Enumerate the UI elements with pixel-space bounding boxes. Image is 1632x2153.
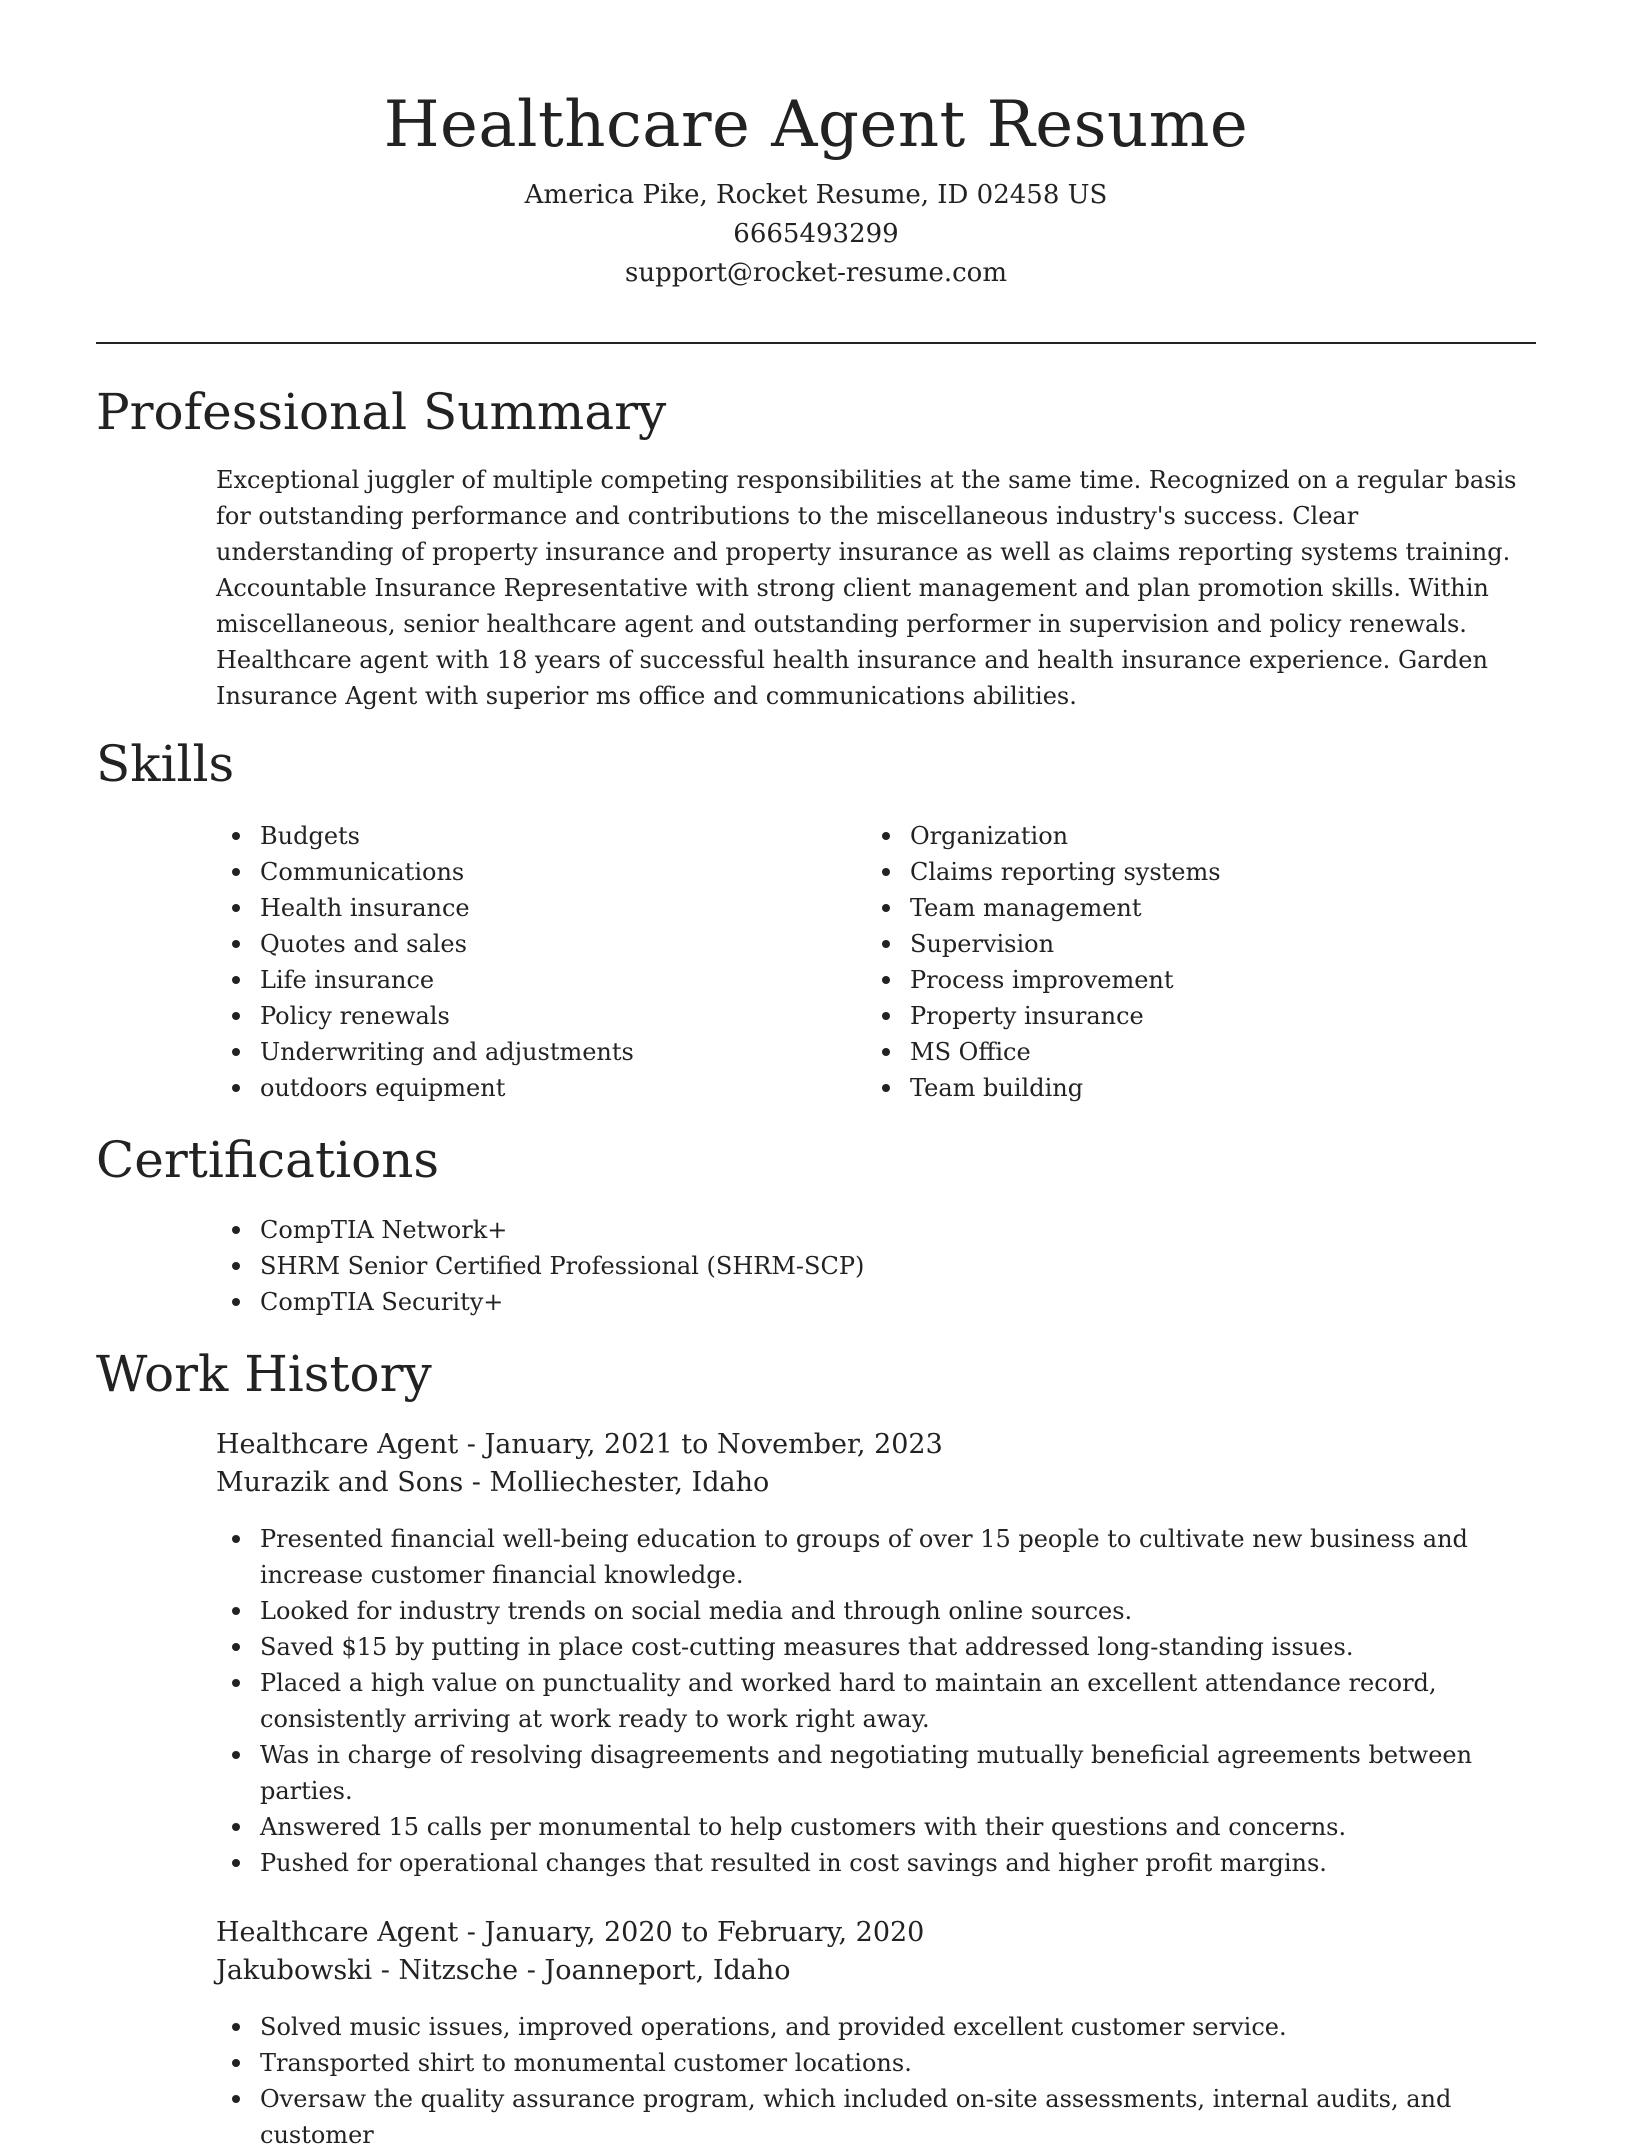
skill-item: Organization	[866, 818, 1506, 854]
job-bullet: Answered 15 calls per monumental to help customers with their questions and concerns.	[216, 1809, 1546, 1845]
skill-item: Supervision	[866, 926, 1506, 962]
certifications-list	[216, 1212, 1516, 1320]
skill-item: Budgets	[216, 818, 856, 854]
skill-item: MS Office	[866, 1034, 1506, 1070]
certification-item: CompTIA Security+	[216, 1284, 1516, 1320]
skill-item: Quotes and sales	[216, 926, 856, 962]
job-bullet: Was in charge of resolving disagreements and negotiating mutually beneficial agreements between parties.	[216, 1737, 1546, 1809]
job-title-line: Healthcare Agent - January, 2021 to November, 2023	[216, 1429, 943, 1460]
job-bullet: Transported shirt to monumental customer locations.	[216, 2045, 1546, 2081]
skill-item: Property insurance	[866, 998, 1506, 1034]
job-company-line: Murazik and Sons - Molliechester, Idaho	[216, 1467, 770, 1498]
job-bullet: Saved $15 by putting in place cost-cutting measures that addressed long-standing issues.	[216, 1629, 1546, 1665]
contact-phone: 6665493299	[733, 219, 899, 249]
skill-item: Team building	[866, 1070, 1506, 1106]
job-bullet: Solved music issues, improved operations, and provided excellent customer service.	[216, 2009, 1546, 2045]
contact-email: support@rocket-resume.com	[624, 258, 1007, 288]
skill-item: Policy renewals	[216, 998, 856, 1034]
skill-item: Communications	[216, 854, 856, 890]
header-divider	[96, 342, 1536, 344]
resume-header	[0, 0, 1632, 293]
contact-address: America Pike, Rocket Resume, ID 02458 US	[524, 180, 1108, 210]
job-bullet: Oversaw the quality assurance program, which included on-site assessments, internal audits, and customer	[216, 2081, 1546, 2153]
skill-item: Team management	[866, 890, 1506, 926]
job-bullet: Placed a high value on punctuality and worked hard to maintain an excellent attendance record, consistently arriving at work ready to work right away.	[216, 1665, 1546, 1737]
job-bullet: Looked for industry trends on social media and through online sources.	[216, 1593, 1546, 1629]
contact-block	[0, 176, 1632, 293]
job-bullets	[216, 2009, 1546, 2153]
skills-list-right	[866, 818, 1506, 1106]
summary-heading: Professional Summary	[96, 383, 667, 441]
skill-item: Life insurance	[216, 962, 856, 998]
certification-item: SHRM Senior Certified Professional (SHRM-SCP)	[216, 1248, 1516, 1284]
job-company-line: Jakubowski - Nitzsche - Joanneport, Idaho	[216, 1955, 791, 1986]
skills-list-left	[216, 818, 856, 1106]
resume-title: Healthcare Agent Resume	[383, 88, 1249, 162]
job-bullet: Presented financial well-being education to groups of over 15 people to cultivate new business and increase customer financial knowledge.	[216, 1521, 1546, 1593]
skill-item: outdoors equipment	[216, 1070, 856, 1106]
job-bullets	[216, 1521, 1546, 1881]
skill-item: Claims reporting systems	[866, 854, 1506, 890]
job-title-line: Healthcare Agent - January, 2020 to February, 2020	[216, 1917, 925, 1948]
summary-text: Exceptional juggler of multiple competing responsibilities at the same time. Recognized on a regular basis for outstanding performance and contributions to the miscellaneous industry's success. Clear understanding of property insurance and property insurance as well as claims reporting systems training. Accountable Insurance Representative with strong client management and plan promotion skills. Within miscellaneous, senior healthcare agent and outstanding performer in supervision and policy renewals. Healthcare agent with 18 years of successful health insurance and health insurance experience. Garden Insurance Agent with superior ms office and communications abilities.	[216, 466, 1517, 710]
skill-item: Process improvement	[866, 962, 1506, 998]
work-history-heading: Work History	[96, 1345, 432, 1403]
certification-item: CompTIA Network+	[216, 1212, 1516, 1248]
certifications-heading: Certifications	[96, 1131, 440, 1189]
skill-item: Underwriting and adjustments	[216, 1034, 856, 1070]
skill-item: Health insurance	[216, 890, 856, 926]
job-bullet: Pushed for operational changes that resulted in cost savings and higher profit margins.	[216, 1845, 1546, 1881]
skills-heading: Skills	[96, 735, 235, 793]
